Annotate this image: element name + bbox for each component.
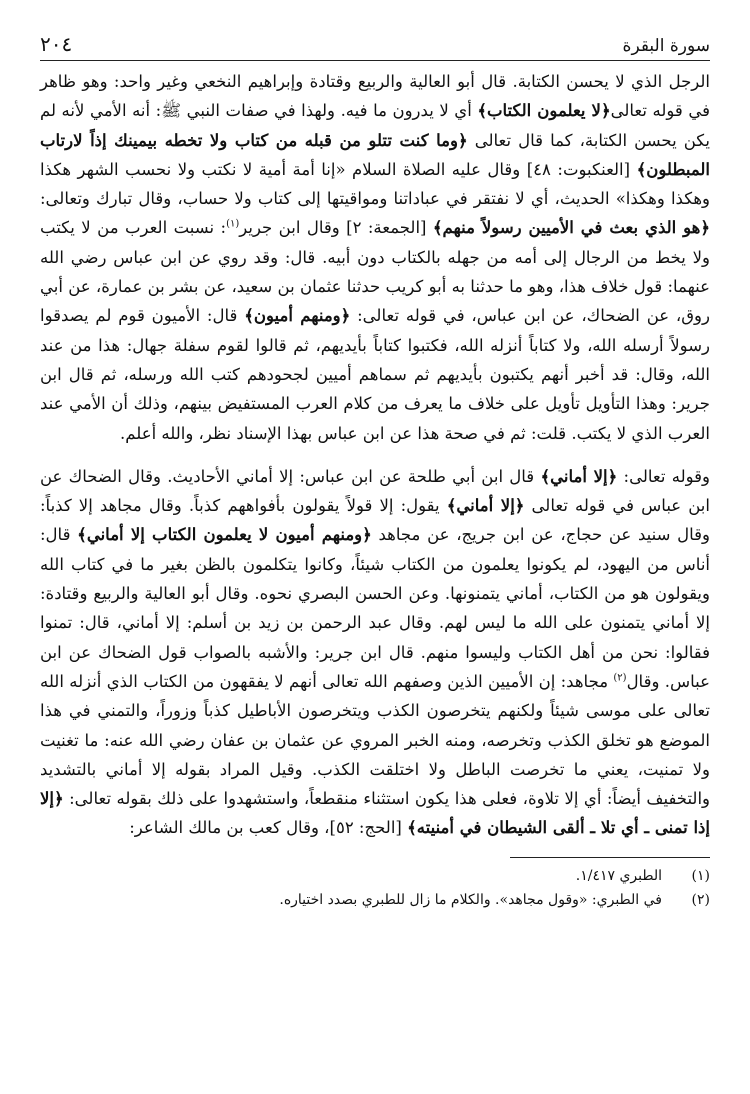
paragraph-2 [40, 462, 710, 843]
text-run: أي لا يدرون ما فيه. ولهذا في صفات النبي ﷺ: أنه الأمي لأنه لم يكن يحسن الكتابة، كما قال تعالى [40, 101, 710, 150]
footnote-mark: (١) [691, 867, 710, 884]
footnote-1 [40, 864, 710, 888]
footnote-mark: (٢) [691, 891, 710, 908]
footnote-ref-2[interactable]: (٢) [613, 672, 627, 684]
quran-verse: ﴿إلا أماني﴾ [446, 496, 525, 516]
quran-verse: ﴿إلا أماني﴾ [540, 466, 618, 486]
book-page [40, 30, 710, 1070]
text-run: قال: الأميون قوم لم يصدقوا رسولاً أرسله الله، ولا كتاباً أنزله الله، فكتبوا كتاباً بأيديهم، ثم قالوا لقوم سفلة جهال: هذا من عند الله، وقال: قد أخبر أنهم يكتبون بأيديهم ثم سماهم أميين لجحودهم كتب الله ورسله، ثم قال ابن جرير: وهذا التأويل تأويل على خلاف ما يعرف من كلام العرب المستفيض بينهم، وذلك أن الأمي عند العرب الذي لا يكتب. قلت: ثم في صحة هذا عن ابن عباس بهذا الإسناد نظر، والله أعلم. [40, 306, 710, 443]
text-run: [الحج: ٥٢]، وقال كعب بن مالك الشاعر: [129, 818, 408, 838]
text-run: مجاهد: إن الأميين الذين وصفهم الله تعالى أنهم لا يفقهون من الكتاب الذي أنزله الله تعالى على موسى شيئاً ولكنهم يتخرصون الكذب ويتخرصون الأباطيل كذباً وزوراً، والتمني في هذا الموضع هو تخلق الكذب وتخرصه، ومنه الخبر المروي عن عثمان بن عفان رضي الله عنه: ما تغنيت ولا تمنيت، يعني ما تخرصت الباطل ولا اختلقت الكذب. وقيل المراد بقوله إلا أماني بالتشديد والتخفيف أيضاً: أي إلا تلاوة، فعلى هذا يكون استثناء منقطعاً، واستشهدوا على ذلك بقوله تعالى: [40, 671, 710, 809]
page-number: ٢٠٤ [40, 32, 73, 56]
footnote-2 [40, 888, 710, 912]
quran-verse: ﴿هو الذي بعث في الأميين رسولاً منهم﴾ [432, 218, 711, 238]
page-header [40, 30, 710, 61]
text-run: قال: أناس من اليهود، لم يكونوا يعلمون من الكتاب شيئاً، وكانوا يتكلمون بالظن بغير ما في كتاب الله ويقولون هو من الكتاب، أماني يتمنونها. وعن الحسن البصري نحوه. وقال أبو العالية والربيع وقتادة: إلا أماني يتمنون على الله ما ليس لهم. وقال عبد الرحمن بن زيد بن أسلم: إلا أماني، قال: تمنوا فقالوا: نحن من أهل الكتاب وليسوا منهم. قال ابن جرير: والأشبه بالصواب قول الضحاك عن ابن عباس. وقال [40, 525, 710, 691]
quran-verse: ﴿ومنهم أميون لا يعلمون الكتاب إلا أماني﴾ [77, 525, 372, 545]
quran-verse: ﴿لا يعلمون الكتاب﴾ [477, 101, 611, 121]
footnote-ref-1[interactable]: (١) [226, 218, 240, 230]
text-run: يقول: إلا قولاً يقولون بأفواههم كذباً. وقال مجاهد إلا كذباً: وقال سنيد عن حجاج، عن ابن جريج، عن مجاهد [40, 496, 710, 545]
footnote-divider [510, 857, 710, 858]
footnote-text: في الطبري: «وقول مجاهد». والكلام ما زال للطبري بصدد اختياره. [279, 891, 662, 908]
text-run: : نسبت العرب من لا يكتب ولا يخط من الرجال إلى أمه من جهله بالكتاب دون أبيه. قال: وقد روي عن ابن عباس رضي الله عنهما: قول خلاف هذا، وهو ما حدثنا به أبو كريب حدثنا عثمان بن سعيد، عن بشر بن عمارة، عن أبي روق، عن الضحاك، عن ابن عباس، في قوله تعالى: [40, 218, 710, 326]
footnotes [40, 864, 710, 912]
text-run: وقوله تعالى: [617, 466, 710, 486]
text-run: [الجمعة: ٢] وقال ابن جرير [239, 218, 433, 238]
quran-verse: ﴿ومنهم أميون﴾ [244, 306, 351, 326]
text-run: [العنكبوت: ٤٨] وقال عليه الصلاة السلام «إنا أمة أمية لا نكتب ولا نحسب الشهر هكذا وهكذا وهكذا» الحديث، أي لا نفتقر في عباداتنا ومواقيتها إلى كتاب ولا حساب، وقال تبارك وتعالى: [40, 159, 710, 209]
text-run: قال ابن أبي طلحة عن ابن عباس: إلا أماني الأحاديث. وقال الضحاك عن ابن عباس في قوله تعالى [40, 466, 710, 516]
footnote-text: الطبري ١/٤١٧. [575, 867, 662, 884]
paragraph-1 [40, 67, 710, 448]
surah-title: سورة البقرة [622, 36, 710, 56]
text-run: الرجل الذي لا يحسن الكتابة. قال أبو العالية والربيع وقتادة وإبراهيم النخعي وغير واحد: وهو ظاهر في قوله تعالى [40, 72, 710, 121]
quran-verse: ﴿إلا إذا تمنى ـ أي تلا ـ ألقى الشيطان في أمنيته﴾ [40, 789, 710, 838]
quran-verse: ﴿وما كنت تتلو من قبله من كتاب ولا تخطه بيمينك إذاً لارتاب المبطلون﴾ [40, 130, 710, 179]
